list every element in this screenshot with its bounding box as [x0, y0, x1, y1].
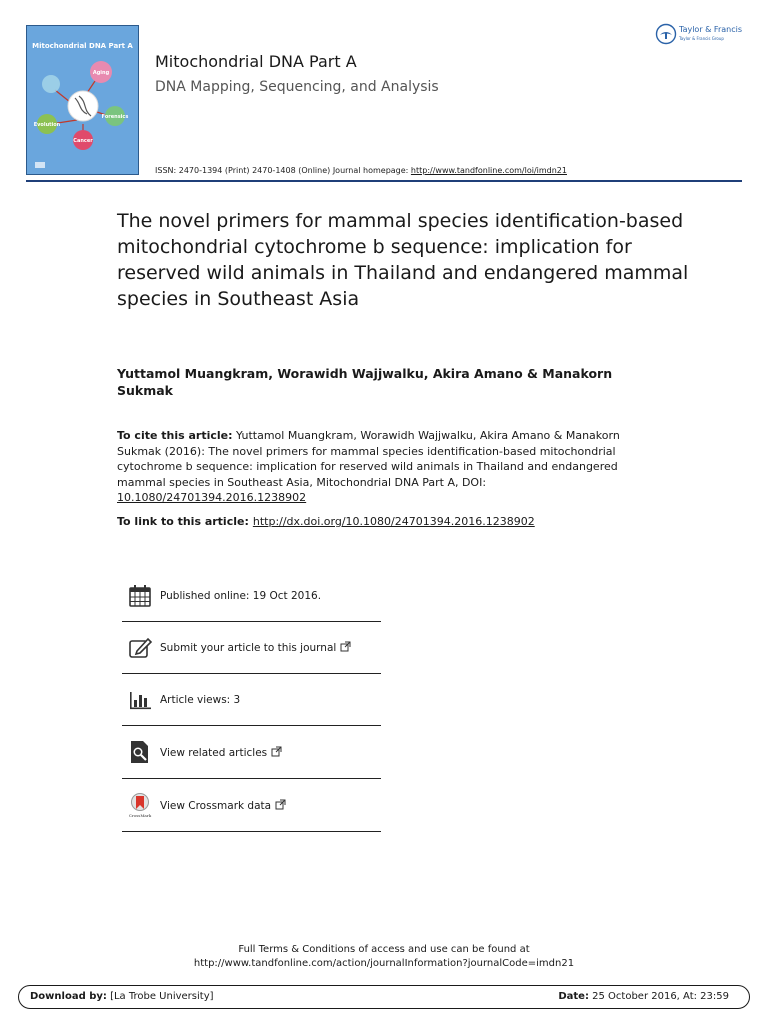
- terms-notice: [0, 943, 768, 971]
- cover-label-forensics: Forensics: [101, 114, 129, 120]
- issn-line: [155, 166, 567, 175]
- cover-title: Mitochondrial DNA Part A: [32, 42, 133, 50]
- published-date: Published online: 19 Oct 2016.: [160, 589, 322, 602]
- publisher-name: Taylor & Francis: [679, 25, 742, 34]
- article-title: The novel primers for mammal species identification-based mitochondrial cytochrome b sequence: implication for reserved wild animals in Thailand and endangered mammal species in Southeast Asia: [117, 210, 689, 310]
- crossmark-row[interactable]: [122, 779, 381, 832]
- article-views: Article views: 3: [160, 693, 241, 706]
- download-info-bar: [18, 985, 750, 1009]
- cover-label-cancer: Cancer: [73, 138, 93, 144]
- related-articles-row[interactable]: [122, 726, 381, 779]
- date-value: 25 October 2016, At: 23:59: [588, 991, 729, 1002]
- taylor-francis-logo-icon: [655, 23, 677, 45]
- cover-diagram: [27, 26, 139, 175]
- publisher-logo[interactable]: [655, 23, 747, 47]
- edit-icon: [127, 635, 153, 661]
- crossmark-link[interactable]: View Crossmark data: [160, 799, 286, 812]
- external-link-icon: [271, 746, 282, 757]
- article-views-row: [122, 674, 381, 726]
- search-document-icon: [127, 739, 153, 765]
- article-link-line: [117, 515, 535, 528]
- cover-label-evolution: Evolution: [33, 122, 61, 128]
- article-doi-link[interactable]: http://dx.doi.org/10.1080/24701394.2016.1238902: [252, 515, 535, 528]
- cover-label-aging: Aging: [92, 70, 110, 76]
- terms-line: Full Terms & Conditions of access and use can be found at: [238, 944, 530, 955]
- download-by: [30, 991, 214, 1002]
- cite-text: Yuttamol Muangkram, Worawidh Wajjwalku, Akira Amano & Manakorn Sukmak (2016): The novel primers for mammal species identification-based mitochondrial cytochrome b sequence: implication for reserved wild animals in Thailand and endangered mammal species in Southeast Asia, Mitochondrial DNA Part A, DOI:: [117, 429, 620, 489]
- journal-cover-image: [26, 25, 139, 175]
- publisher-subname: Taylor & Francis Group: [679, 36, 724, 41]
- citation-block: [117, 428, 637, 506]
- header-divider: [26, 180, 742, 182]
- issn-text: ISSN: 2470-1394 (Print) 2470-1408 (Online) Journal homepage:: [155, 166, 411, 175]
- journal-homepage-link[interactable]: http://www.tandfonline.com/loi/imdn21: [410, 166, 567, 175]
- cite-doi-link[interactable]: 10.1080/24701394.2016.1238902: [117, 491, 307, 504]
- submit-article-row[interactable]: [122, 622, 381, 674]
- journal-title: Mitochondrial DNA Part A: [155, 52, 357, 71]
- article-authors: Yuttamol Muangkram, Worawidh Wajjwalku, Akira Amano & Manakorn Sukmak: [117, 366, 613, 398]
- download-date: [558, 991, 729, 1002]
- journal-subtitle: DNA Mapping, Sequencing, and Analysis: [155, 79, 439, 95]
- cite-label: To cite this article:: [117, 429, 233, 442]
- terms-url-link[interactable]: http://www.tandfonline.com/action/journalInformation?journalCode=imdn21: [193, 958, 575, 969]
- submit-article-link[interactable]: Submit your article to this journal: [160, 641, 351, 654]
- calendar-icon: [127, 583, 153, 609]
- external-link-icon: [340, 641, 351, 652]
- link-label: To link to this article:: [117, 515, 249, 528]
- download-label: Download by:: [30, 991, 107, 1002]
- article-info-list: [122, 570, 381, 832]
- crossmark-icon: [127, 792, 153, 818]
- bar-chart-icon: [127, 687, 153, 713]
- related-articles-link[interactable]: View related articles: [160, 746, 282, 759]
- published-row: [122, 570, 381, 622]
- external-link-icon: [275, 799, 286, 810]
- date-label: Date:: [558, 991, 589, 1002]
- crossmark-logo-text: CrossMark: [128, 813, 152, 818]
- download-value: [La Trobe University]: [106, 991, 214, 1002]
